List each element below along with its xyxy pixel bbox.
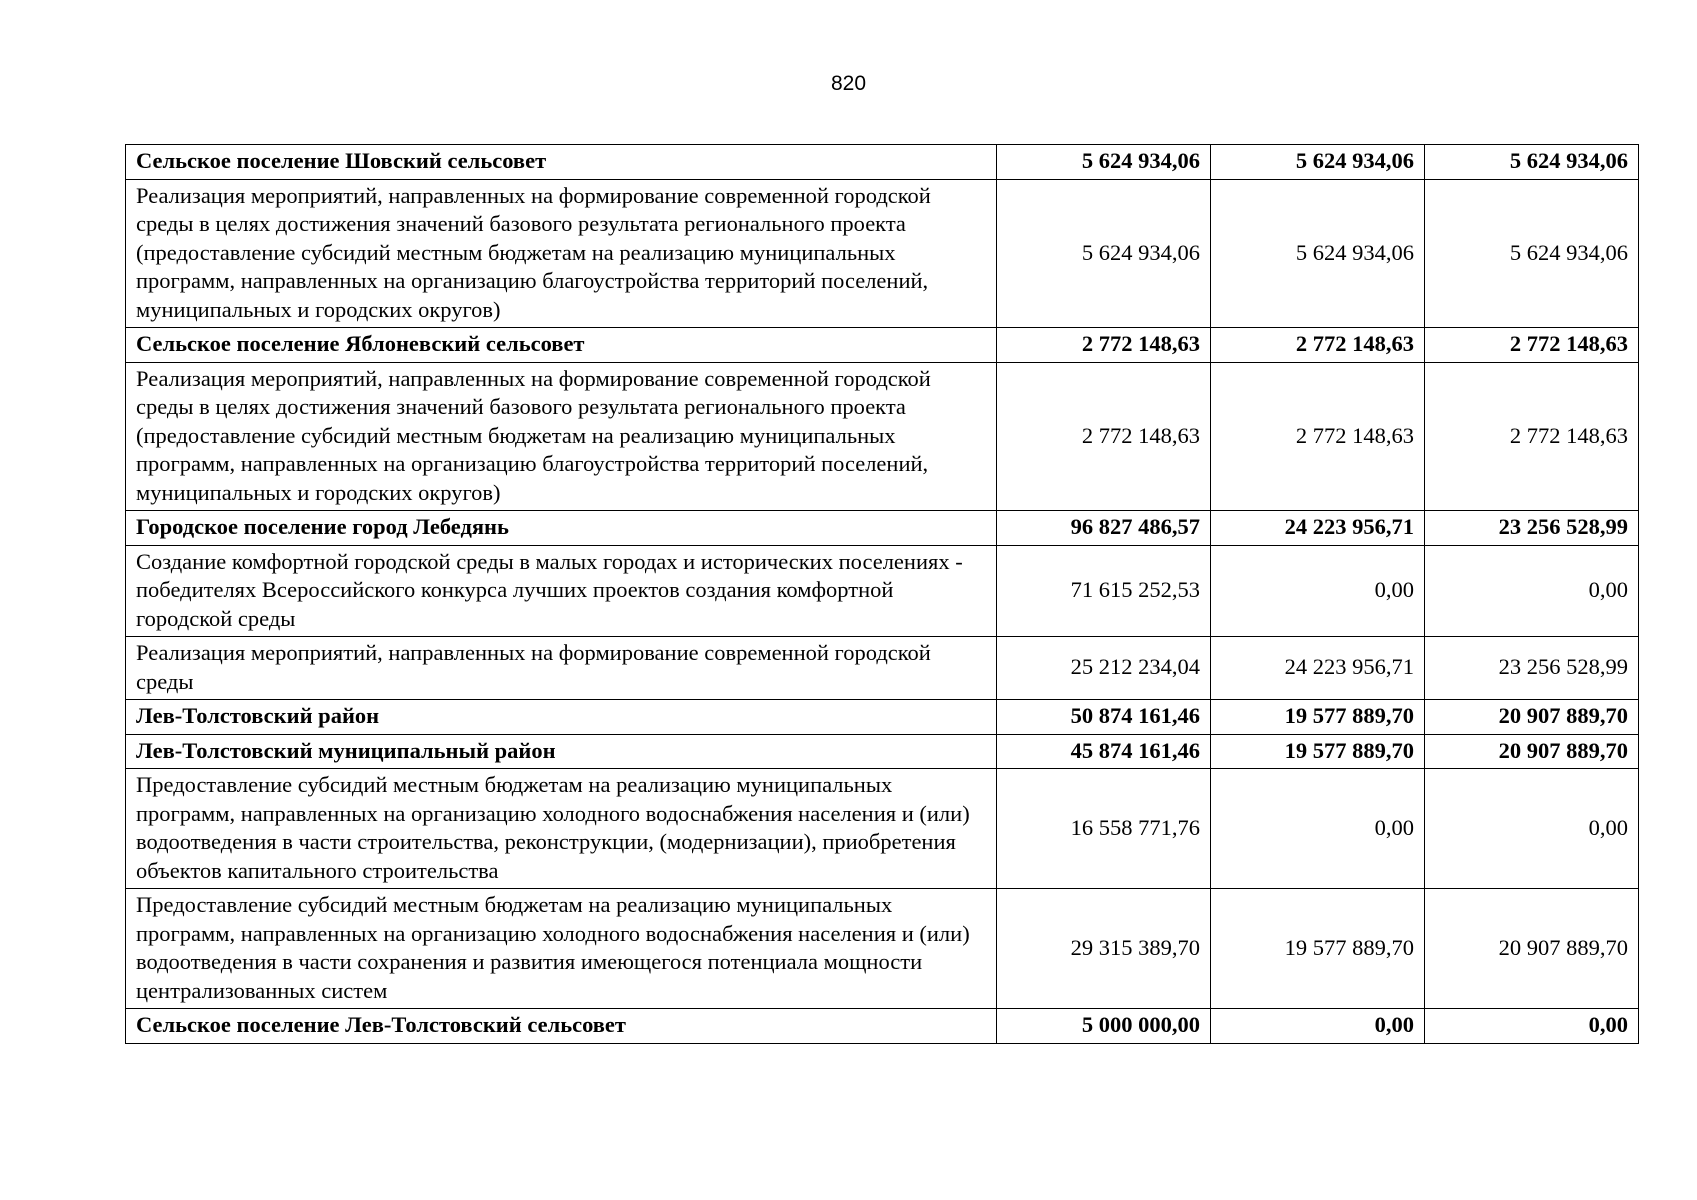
row-name: Создание комфортной городской среды в малых городах и исторических поселениях - победителях Всероссийского конкурса лучших проектов создания комфортной городской среды: [126, 545, 997, 637]
row-value-1: 5 624 934,06: [997, 145, 1211, 180]
table-row: [126, 637, 1639, 700]
row-value-1: 96 827 486,57: [997, 511, 1211, 546]
row-name: Предоставление субсидий местным бюджетам на реализацию муниципальных программ, направленных на организацию холодного водоснабжения населения и (или) водоотведения в части сохранения и развития имеющегося потенциала мощности централизованных систем: [126, 889, 997, 1009]
table-row: [126, 1009, 1639, 1044]
row-value-2: 0,00: [1211, 1009, 1425, 1044]
budget-table: [125, 144, 1639, 1044]
row-value-2: 19 577 889,70: [1211, 700, 1425, 735]
row-value-3: 0,00: [1425, 1009, 1639, 1044]
row-name: Городское поселение город Лебедянь: [126, 511, 997, 546]
row-value-2: 19 577 889,70: [1211, 889, 1425, 1009]
table-row: [126, 511, 1639, 546]
row-value-2: 0,00: [1211, 545, 1425, 637]
row-value-2: 19 577 889,70: [1211, 734, 1425, 769]
table-row: [126, 769, 1639, 889]
row-value-3: 23 256 528,99: [1425, 637, 1639, 700]
row-value-1: 2 772 148,63: [997, 362, 1211, 511]
row-value-3: 0,00: [1425, 769, 1639, 889]
row-value-1: 29 315 389,70: [997, 889, 1211, 1009]
row-name: Сельское поселение Лев-Толстовский сельсовет: [126, 1009, 997, 1044]
row-value-3: 20 907 889,70: [1425, 700, 1639, 735]
row-name: Лев-Толстовский муниципальный район: [126, 734, 997, 769]
row-value-2: 2 772 148,63: [1211, 362, 1425, 511]
page-number: 820: [830, 72, 867, 95]
row-value-2: 24 223 956,71: [1211, 637, 1425, 700]
row-value-1: 25 212 234,04: [997, 637, 1211, 700]
row-name: Предоставление субсидий местным бюджетам на реализацию муниципальных программ, направленных на организацию холодного водоснабжения населения и (или) водоотведения в части строительства, реконструкции, (модернизации), приобретения объектов капитального строительства: [126, 769, 997, 889]
row-value-2: 2 772 148,63: [1211, 328, 1425, 363]
row-name: Реализация мероприятий, направленных на формирование современной городской среды в целях достижения значений базового результата регионального проекта (предоставление субсидий местным бюджетам на реализацию муниципальных программ, направленных на организацию благоустройства территорий поселений, муниципальных и городских округов): [126, 179, 997, 328]
row-value-2: 5 624 934,06: [1211, 145, 1425, 180]
row-value-1: 2 772 148,63: [997, 328, 1211, 363]
row-value-1: 50 874 161,46: [997, 700, 1211, 735]
row-name: Реализация мероприятий, направленных на формирование современной городской среды в целях достижения значений базового результата регионального проекта (предоставление субсидий местным бюджетам на реализацию муниципальных программ, направленных на организацию благоустройства территорий поселений, муниципальных и городских округов): [126, 362, 997, 511]
table-row: [126, 700, 1639, 735]
row-value-2: 0,00: [1211, 769, 1425, 889]
table-row: [126, 734, 1639, 769]
row-value-3: 2 772 148,63: [1425, 362, 1639, 511]
row-value-1: 45 874 161,46: [997, 734, 1211, 769]
table-row: [126, 362, 1639, 511]
row-value-3: 20 907 889,70: [1425, 889, 1639, 1009]
row-value-3: 5 624 934,06: [1425, 179, 1639, 328]
row-name: Реализация мероприятий, направленных на формирование современной городской среды: [126, 637, 997, 700]
row-value-1: 5 624 934,06: [997, 179, 1211, 328]
row-value-3: 2 772 148,63: [1425, 328, 1639, 363]
row-value-1: 16 558 771,76: [997, 769, 1211, 889]
row-value-3: 5 624 934,06: [1425, 145, 1639, 180]
row-name: Лев-Толстовский район: [126, 700, 997, 735]
row-value-3: 20 907 889,70: [1425, 734, 1639, 769]
row-name: Сельское поселение Шовский сельсовет: [126, 145, 997, 180]
row-name: Сельское поселение Яблоневский сельсовет: [126, 328, 997, 363]
row-value-1: 71 615 252,53: [997, 545, 1211, 637]
row-value-3: 23 256 528,99: [1425, 511, 1639, 546]
table-row: [126, 545, 1639, 637]
row-value-3: 0,00: [1425, 545, 1639, 637]
table-row: [126, 145, 1639, 180]
row-value-1: 5 000 000,00: [997, 1009, 1211, 1044]
row-value-2: 5 624 934,06: [1211, 179, 1425, 328]
table-row: [126, 889, 1639, 1009]
table-row: [126, 328, 1639, 363]
row-value-2: 24 223 956,71: [1211, 511, 1425, 546]
table-row: [126, 179, 1639, 328]
